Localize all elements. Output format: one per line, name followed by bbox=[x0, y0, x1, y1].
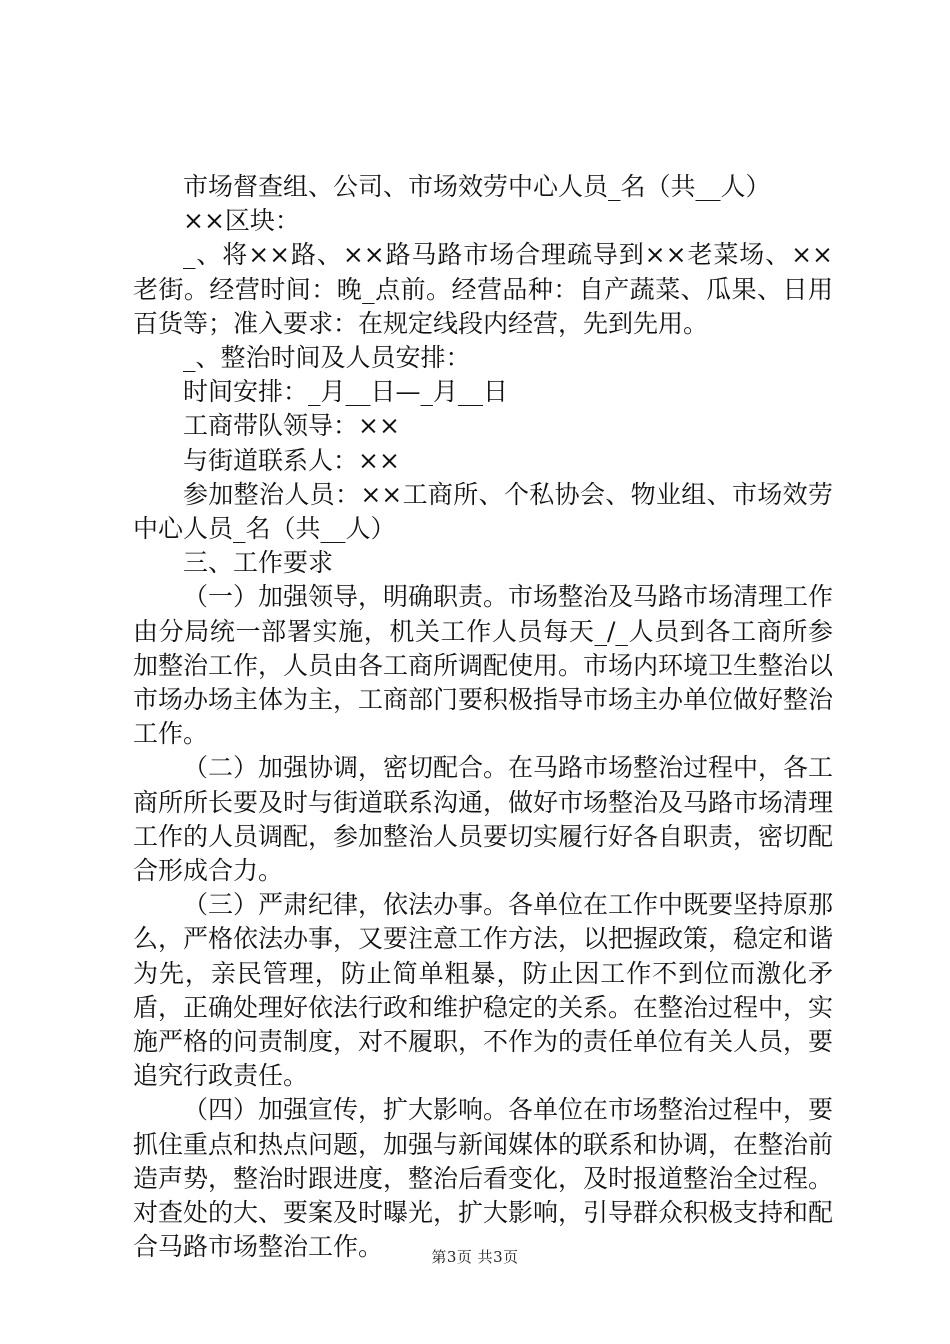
paragraph: 与街道联系人：×× bbox=[183, 445, 400, 475]
paragraph: ××区块： bbox=[183, 206, 300, 236]
paragraph: 工商带队领导：×× bbox=[183, 411, 400, 441]
paragraph: （四）加强宣传，扩大影响。各单位在市场整治过程中，要抓住重点和热点问题，加强与新闻媒体的联系和协调，在整治前造声势，整治时跟进度，整治后看变化，及时报道整治全过程。对查处的大、要案及时曝光，扩大影响，引导群众积极支持和配合马路市场整治工作。 bbox=[133, 1095, 834, 1262]
paragraph: （二）加强协调，密切配合。在马路市场整治过程中，各工商所所长要及时与街道联系沟通，做好市场整治及马路市场清理工作的人员调配，参加整治人员要切实履行好各自职责，密切配合形成合力。 bbox=[133, 753, 834, 886]
paragraph: （三）严肃纪律，依法办事。各单位在工作中既要坚持原那么，严格依法办事，又要注意工作方法，以把握政策，稳定和谐为先，亲民管理，防止简单粗暴，防止因工作不到位而激化矛盾，正确处理好依法行政和维护稳定的关系。在整治过程中，实施严格的问责制度，对不履职，不作为的责任单位有关人员，要追究行政责任。 bbox=[133, 890, 834, 1091]
document-body bbox=[133, 170, 833, 1265]
section-heading: 三、工作要求 bbox=[183, 548, 334, 578]
paragraph: _、整治时间及人员安排： bbox=[183, 343, 471, 373]
paragraph: 时间安排：_月__日—_月__日 bbox=[183, 377, 509, 407]
paragraph: _、将××路、××路马路市场合理疏导到××老菜场、××老街。经营时间：晚_点前。经营品种：自产蔬菜、瓜果、日用百货等；准入要求：在规定线段内经营，先到先用。 bbox=[133, 240, 833, 338]
paragraph: 市场督查组、公司、市场效劳中心人员_名（共__人） bbox=[183, 172, 771, 201]
paragraph: （一）加强领导，明确职责。市场整治及马路市场清理工作由分局统一部署实施，机关工作人员每天_/_人员到各工商所参加整治工作，人员由各工商所调配使用。市场内环境卫生整治以市场办场主体为主，工商部门要积极指导市场主办单位做好整治工作。 bbox=[133, 582, 834, 749]
page-footer: 第3页 共3页 bbox=[431, 1248, 519, 1266]
paragraph: 参加整治人员：××工商所、个私协会、物业组、市场效劳中心人员_名（共__人） bbox=[133, 479, 833, 544]
